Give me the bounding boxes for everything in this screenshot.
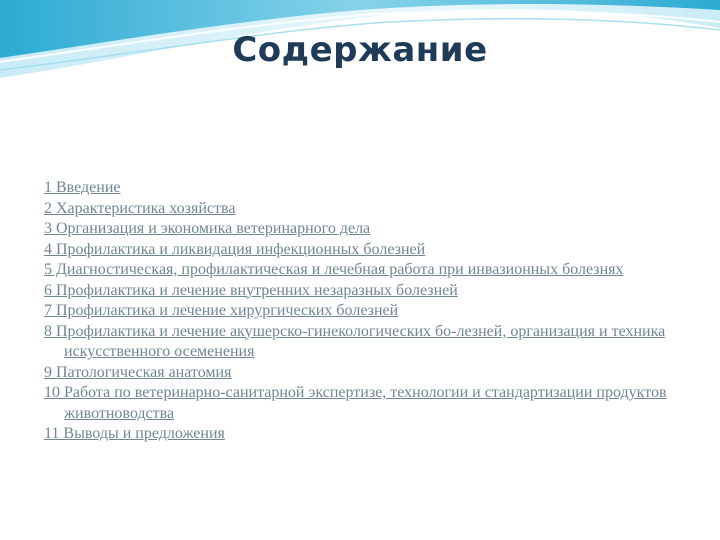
toc-item[interactable] [44,240,684,261]
toc-item[interactable] [44,260,684,281]
toc-item[interactable] [44,301,684,322]
toc-link[interactable]: 7 Профилактика и лечение хирургических болезней [44,302,399,319]
toc-item[interactable] [44,219,684,240]
toc-item[interactable] [44,281,684,302]
toc-link[interactable]: 3 Организация и экономика ветеринарного дела [44,220,371,237]
table-of-contents [44,178,684,445]
toc-link[interactable]: 9 Патологическая анатомия [44,363,232,381]
toc-link[interactable]: 11 Выводы и предложения [44,425,225,442]
toc-link[interactable]: 4 Профилактика и ликвидация инфекционных болезней [44,240,426,258]
toc-link[interactable]: 8 Профилактика и лечение акушерско-гинекологических бо-лезней, организация и техника искусственного осеменения [44,322,666,360]
toc-item[interactable] [44,363,684,384]
toc-item[interactable] [44,199,684,220]
toc-item[interactable] [44,424,684,445]
toc-item[interactable] [44,322,684,363]
toc-link[interactable]: 5 Диагностическая, профилактическая и лечебная работа при инвазионных болезнях [44,261,624,278]
toc-item[interactable] [44,383,684,424]
slide-title: Содержание [232,30,488,70]
toc-link[interactable]: 10 Работа по ветеринарно-санитарной экспертизе, технологии и стандартизации продуктов животноводства [44,384,667,422]
toc-link[interactable]: 6 Профилактика и лечение внутренних незаразных болезней [44,281,458,299]
toc-link[interactable]: 1 Введение [44,179,121,196]
toc-link[interactable]: 2 Характеристика хозяйства [44,199,236,217]
toc-item[interactable] [44,178,684,199]
